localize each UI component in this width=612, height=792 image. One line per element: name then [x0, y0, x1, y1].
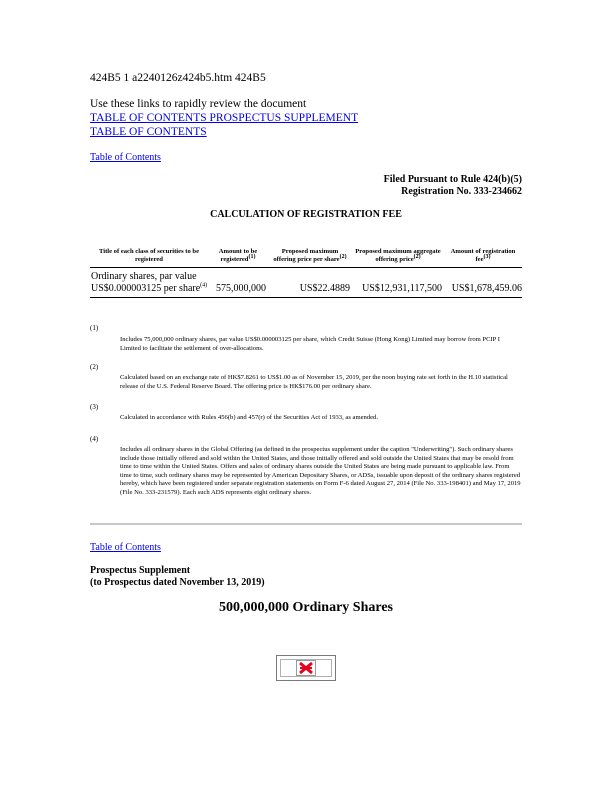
header-registration-fee [444, 248, 522, 268]
broken-image-icon [296, 660, 316, 676]
prospectus-date-note: (to Prospectus dated November 13, 2019) [90, 577, 265, 588]
fee-table-title: CALCULATION OF REGISTRATION FEE [210, 209, 402, 220]
header-label: Proposed maximum offering price per share [273, 248, 340, 263]
document-header-line: 424B5 1 a2240126z424b5.htm 424B5 [90, 72, 266, 84]
cell-registration-fee: US$1,678,459.06 [444, 268, 522, 298]
header-max-aggregate-price [352, 248, 444, 268]
cell-aggregate-price: US$12,931,117,500 [352, 268, 444, 298]
footnote-ref: (3) [483, 253, 491, 260]
toc-link[interactable]: TABLE OF CONTENTS [90, 126, 207, 138]
footnote-number: (4) [90, 435, 99, 443]
offering-headline: 500,000,000 Ordinary Shares [219, 600, 393, 615]
prospectus-supplement-title: Prospectus Supplement [90, 565, 191, 576]
cell-amount: 575,000,000 [208, 268, 268, 298]
footnote-ref: (1) [248, 253, 256, 260]
footnote-ref: (2) [339, 253, 347, 260]
footnote-number: (1) [90, 324, 99, 332]
footnote-text: Includes all ordinary shares in the Global Offering (as defined in the prospectus supplement under the caption "Underwriting"). Such ordinary shares include those initially offered and sold within the United States, and those initially offered and sold outside the United States that may be resold from time to time within the United States. Offers and sales of ordinary shares outside the United States are being made pursuant to applicable law. From time to time, such ordinary shares may be represented by American Depositary Shares, or ADSs, issuable upon deposit of the ordinary shares registered hereby, which have been registered under separate registration statements on Form F-6 dated August 27, 2014 (File No. 333-198401) and May 17, 2019 (File No. 333-231579). Each such ADS represents eight ordinary shares. [120, 446, 521, 496]
header-title-of-class [90, 248, 208, 268]
header-label: Amount of registration fee [450, 248, 516, 263]
fee-table-header-row [90, 248, 522, 268]
header-label: Title of each class of securities to be registered [98, 248, 200, 263]
footnote-text: Calculated in accordance with Rules 456(b) and 457(r) of the Securities Act of 1933, as amended. [120, 414, 378, 421]
header-label: Amount to be registered [218, 248, 258, 263]
footnote-ref: (2) [413, 253, 421, 260]
footnote-ref: (4) [200, 282, 208, 289]
footnote-text: Includes 75,000,000 ordinary shares, par value US$0.000003125 per share, which Credit Suisse (Hong Kong) Limited may borrow from PCIP I Limited to facilitate the settlement of over-allocations. [120, 336, 500, 352]
footnote-text: Calculated based on an exchange rate of HK$7.8261 to US$1.00 as of November 15, 2019, per the noon buying rate set forth in the H.10 statistical release of the U.S. Federal Reserve Board. The offering price is HK$176.00 per ordinary share. [120, 374, 508, 390]
cover-image-placeholder [276, 655, 336, 681]
footnote-number: (3) [90, 403, 99, 411]
cell-security-title [90, 268, 208, 298]
header-label: Proposed maximum aggregate offering price [355, 248, 441, 263]
table-of-contents-link[interactable]: Table of Contents [90, 152, 161, 163]
section-divider [90, 523, 522, 525]
toc-prospectus-supplement-link[interactable]: TABLE OF CONTENTS PROSPECTUS SUPPLEMENT [90, 112, 359, 124]
table-of-contents-link[interactable]: Table of Contents [90, 542, 161, 553]
header-amount-registered [208, 248, 268, 268]
header-max-offering-price [268, 248, 352, 268]
registration-number: Registration No. 333-234662 [401, 186, 522, 197]
table-row [90, 268, 522, 298]
review-instructions: Use these links to rapidly review the document [90, 98, 307, 110]
cell-price-per-share: US$22.4889 [268, 268, 352, 298]
footnote-number: (2) [90, 363, 99, 371]
filing-rule: Filed Pursuant to Rule 424(b)(5) [383, 174, 522, 185]
security-title: Ordinary shares, par value US$0.000003125 per share [91, 271, 201, 294]
registration-fee-table [90, 248, 522, 298]
